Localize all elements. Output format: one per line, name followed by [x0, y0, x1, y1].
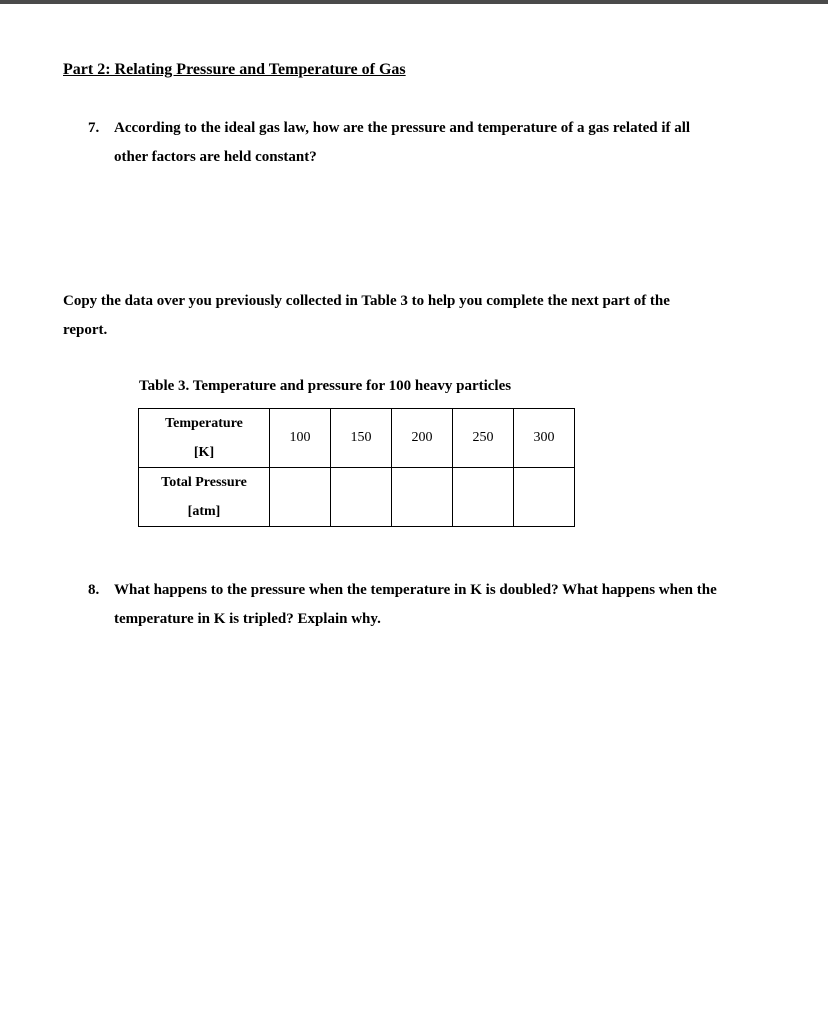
- question-8-line-2: temperature in K is tripled? Explain why.: [114, 611, 381, 627]
- question-8-text: [114, 576, 798, 634]
- temperature-header-label: Temperature: [165, 416, 243, 431]
- pressure-cell[interactable]: [514, 468, 575, 527]
- temperature-header-unit: [K]: [193, 445, 215, 460]
- section-title: Part 2: Relating Pressure and Temperature of Gas: [63, 61, 406, 78]
- pressure-row: [139, 468, 575, 527]
- temperature-cell: 150: [331, 409, 392, 468]
- pressure-header-unit: [atm]: [187, 504, 221, 519]
- copy-data-instruction-line-1: Copy the data over you previously collected in Table 3 to help you complete the next part of the: [63, 293, 670, 309]
- copy-data-instruction: [63, 287, 763, 345]
- temperature-cell: 300: [514, 409, 575, 468]
- temperature-row: [139, 409, 575, 468]
- question-8-line-1: What happens to the pressure when the temperature in K is doubled? What happens when the: [114, 582, 717, 598]
- document-page: [0, 4, 828, 1024]
- pressure-cell[interactable]: [331, 468, 392, 527]
- pressure-header-cell: [139, 468, 270, 527]
- question-7-number: 7.: [88, 120, 100, 136]
- question-8: [88, 576, 798, 634]
- question-7-text: [114, 114, 778, 172]
- pressure-header-label: Total Pressure: [161, 475, 247, 490]
- question-7: [88, 114, 778, 172]
- pressure-cell[interactable]: [270, 468, 331, 527]
- temperature-cell: 100: [270, 409, 331, 468]
- copy-data-instruction-line-2: report.: [63, 322, 108, 338]
- temperature-cell: 250: [453, 409, 514, 468]
- temperature-header-cell: [139, 409, 270, 468]
- temperature-cell: 200: [392, 409, 453, 468]
- pressure-cell[interactable]: [453, 468, 514, 527]
- table-caption: Table 3. Temperature and pressure for 100 heavy particles: [139, 378, 512, 394]
- question-8-number: 8.: [88, 582, 100, 598]
- question-7-line-1: According to the ideal gas law, how are the pressure and temperature of a gas related if all: [114, 120, 691, 136]
- pressure-cell[interactable]: [392, 468, 453, 527]
- question-7-line-2: other factors are held constant?: [114, 149, 317, 165]
- temperature-pressure-table: [138, 408, 575, 527]
